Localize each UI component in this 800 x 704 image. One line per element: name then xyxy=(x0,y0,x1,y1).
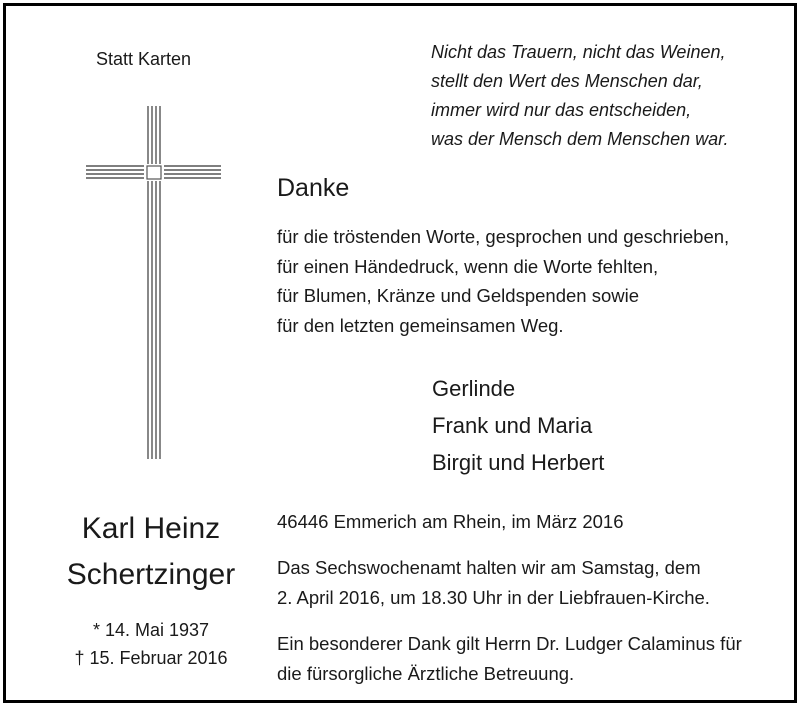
deceased-last-name: Schertzinger xyxy=(66,558,236,591)
life-dates xyxy=(46,616,256,672)
family-name: Gerlinde xyxy=(432,376,516,401)
cross-icon xyxy=(81,101,226,471)
death-date: † 15. Februar 2016 xyxy=(74,648,228,668)
special-thanks-line: Ein besonderer Dank gilt Herrn Dr. Ludger Calaminus für xyxy=(277,633,742,654)
family-name: Frank und Maria xyxy=(432,413,593,438)
thanks-line: für Blumen, Kränze und Geldspenden sowie xyxy=(277,285,639,306)
birth-date: * 14. Mai 1937 xyxy=(92,620,210,640)
family-names xyxy=(432,370,604,481)
thanks-text xyxy=(277,222,729,340)
place-date: 46446 Emmerich am Rhein, im März 2016 xyxy=(277,511,624,532)
service-line: 2. April 2016, um 18.30 Uhr in der Liebfrauen-Kirche. xyxy=(277,587,710,608)
poem-line: immer wird nur das entscheiden, xyxy=(431,100,692,120)
deceased-first-names: Karl Heinz xyxy=(81,512,221,545)
thanks-line: für einen Händedruck, wenn die Worte fehlten, xyxy=(277,255,659,277)
thanks-title: Danke xyxy=(277,174,350,202)
poem-line: stellt den Wert des Menschen dar, xyxy=(431,71,703,91)
poem-line: Nicht das Trauern, nicht das Weinen, xyxy=(431,42,726,62)
statt-karten-label: Statt Karten xyxy=(96,49,192,69)
obituary-card xyxy=(3,3,797,703)
special-thanks-line: die fürsorgliche Ärztliche Betreuung. xyxy=(277,663,575,684)
thanks-line: für den letzten gemeinsamen Weg. xyxy=(277,314,564,336)
service-line: Das Sechswochenamt halten wir am Samstag, dem xyxy=(277,557,701,578)
thanks-line: für die tröstenden Worte, gesprochen und geschrieben, xyxy=(277,226,730,247)
poem xyxy=(431,38,728,154)
poem-line: was der Mensch dem Menschen war. xyxy=(431,129,729,149)
family-name: Birgit und Herbert xyxy=(432,450,605,475)
deceased-name xyxy=(46,506,256,598)
service-notice xyxy=(277,553,710,613)
special-thanks xyxy=(277,629,742,689)
